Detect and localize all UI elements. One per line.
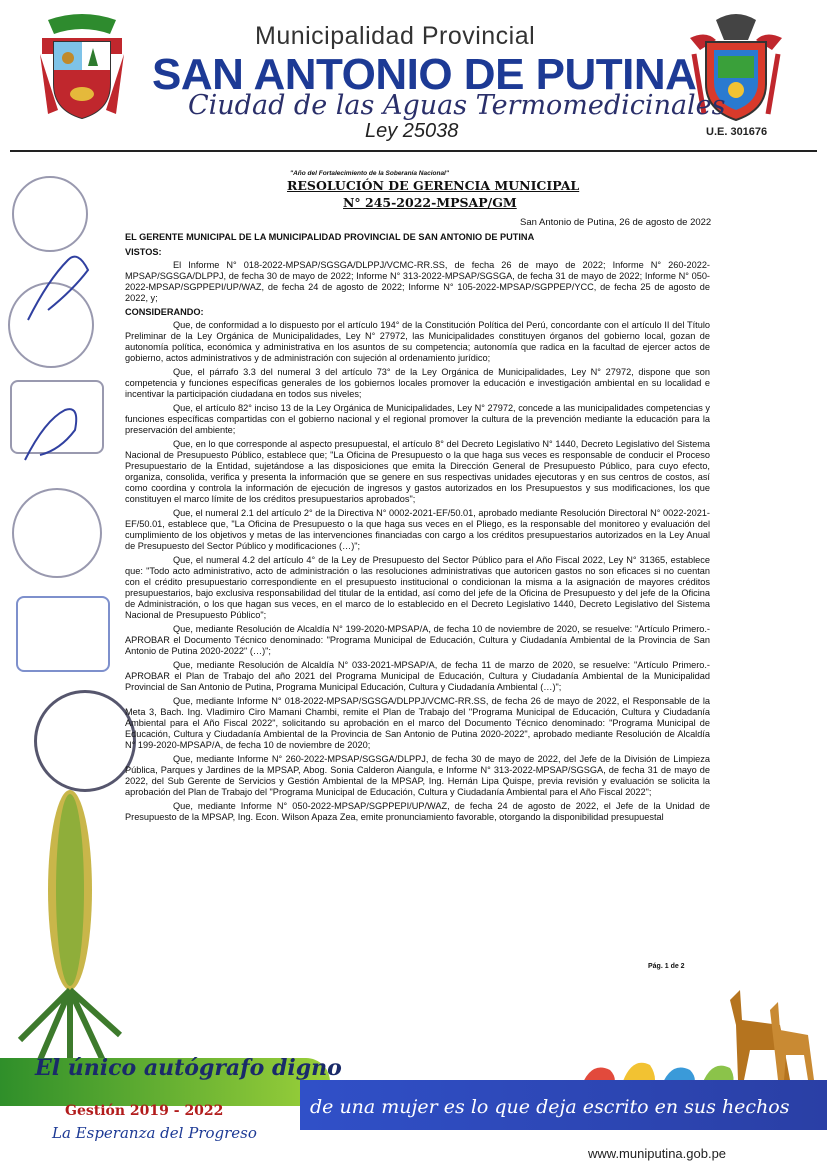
footer-website-link[interactable]: www.muniputina.gob.pe — [588, 1146, 727, 1161]
city-motto: Ciudad de las Aguas Termomedicinales — [188, 90, 726, 121]
official-stamp — [12, 488, 102, 578]
signature-mark — [18, 240, 108, 330]
law-number: Ley 25038 — [365, 120, 459, 142]
official-seal — [34, 690, 136, 792]
peru-coat-of-arms-logo — [38, 14, 126, 126]
considerando-heading: CONSIDERANDO: — [125, 307, 204, 317]
vistos-paragraph: El Informe N° 018-2022-MPSAP/SGSGA/DLPPJ/VCMC-RR.SS, de fecha 26 de mayo de 2022; Informe N° 260-2022-MPSAP/SGSGA/DLPPJ, de fecha 30 de mayo de 2022; Informe N° 313-2022-MPSAP/SGSGA, de fecha 31 de mayo de 2022; Informe N° 050-2022-MPSAP/SGPPEPI/UP/WAZ, de fecha 24 de agosto de 2022; Informe N° 105-2022-MPSAP/SGPPEP/YCC, de fecha 25 de agosto de 2022, y; — [125, 260, 710, 303]
vistos-heading: VISTOS: — [125, 247, 162, 257]
municipality-heading: Municipalidad Provincial — [255, 22, 536, 50]
considerando-paragraph: Que, mediante Informe N° 050-2022-MPSAP/SGPPEPI/UP/WAZ, de fecha 24 de agosto de 2022, el Jefe de la Unidad de Presupuesto de la MPSAP, Ing. Econ. Wilson Apaza Zea, emite pronunciamiento favorable, otorgando la disponibilidad presupuestal — [125, 801, 710, 822]
header-divider — [10, 150, 817, 152]
footer-tagline: La Esperanza del Progreso — [52, 1124, 257, 1142]
considerando-paragraph: Que, en lo que corresponde al aspecto presupuestal, el artículo 8° del Decreto Legislativo N° 1440, Decreto Legislativo del Sistema Nacional de Presupuesto Público, establece que; "La Oficina de Presupuesto o la que haga sus veces es responsable de conducir el Proceso Presupuestario de la Entidad, sujetándose a las disposiciones que emita la Dirección General de Presupuesto Público, para cuyo efecto, organiza, consolida, verifica y presenta la información que se genere en sus respectivas unidades ejecutoras y en sus centros de costos, así como coordina y controla la información de ejecución de ingresos y gastos autorizados en los Presupuestos y sus modificaciones, los que constituyen el marco límite de los créditos presupuestarios aprobados"; — [125, 439, 710, 504]
city-title: SAN ANTONIO DE PUTINA — [152, 50, 697, 99]
considerando-paragraph: Que, de conformidad a lo dispuesto por el artículo 194° de la Constitución Política del Perú, concordante con el artículo II del Título Preliminar de la Ley Orgánica de Municipalidades, Ley N° 27972, las Municipalidades constituyen órganos del gobierno local, gozan de autonomía política, económica y administrativa en los asuntos de su competencia; autonomía que radica en la facultad de ejercer actos de gobierno, actos administrativos y de administración con sujeción al ordenamiento jurídico; — [125, 320, 710, 363]
document-body — [125, 230, 710, 826]
footer-gestion: Gestión 2019 - 2022 — [65, 1103, 224, 1119]
puya-plant-illustration — [10, 780, 140, 1070]
signature-mark — [20, 400, 100, 470]
year-motto: "Año del Fortalecimiento de la Soberanía Nacional" — [290, 170, 449, 177]
executing-unit: U.E. 301676 — [706, 126, 768, 138]
considerando-paragraph: Que, mediante Resolución de Alcaldía N° 033-2021-MPSAP/A, de fecha 11 de marzo de 2020, se resuelve: "Artículo Primero.- APROBAR el Plan de Trabajo del año 2021 del Programa Municipal de Educación, Cultura y Ciudadanía Ambiental de la Municipalidad Provincial de San Antonio de Putina, Programa Municipal Educación, Cultura y Ciudadanía Ambiental (…)"; — [125, 660, 710, 692]
considerando-paragraph: Que, mediante Informe N° 018-2022-MPSAP/SGSGA/DLPPJ/VCMC-RR.SS, de fecha 26 de mayo de 2022, el Responsable de la Meta 3, Bach. Ing. Vladimiro Ciro Mamani Chambi, remite el Plan de Trabajo del "Programa Municipal de Educación, Cultura y Ciudadanía Ambiental para el Año Fiscal 2022", solicitando su aprobación en el marco del Documento Técnico denominado: "Programa Municipal de Educación, Cultura y Ciudadanía Ambiental de la Provincia de San Antonio de Putina 2020-2022", aprobado mediante Resolución de Alcaldía N° 199-2020-MPSAP/A, de fecha 10 de noviembre de 2020; — [125, 696, 710, 750]
considerando-paragraph: Que, el párrafo 3.3 del numeral 3 del artículo 73° de la Ley Orgánica de Municipalidades, Ley N° 27972, dispone que son competencia y funciones específicas generales de los gobiernos locales promover la educación e investigación ambiental en su localidad e incentivar la participación ciudadana en todos sus niveles; — [125, 367, 710, 399]
considerando-paragraph: Que, el artículo 82° inciso 13 de la Ley Orgánica de Municipalidades, Ley N° 27972, concede a las municipalidades competencias y funciones específicas compartidas con el gobierno nacional y el regional promover la cultura de la prevención mediante la educación para la preservación del ambiente; — [125, 403, 710, 435]
considerando-paragraph: Que, el numeral 2.1 del artículo 2° de la Directiva N° 0002-2021-EF/50.01, aprobado mediante Resolución Directoral N° 0022-2021-EF/50.01, establece que, "La Oficina de Presupuesto o la que haga sus veces en el Pliego, es la responsable del monitoreo y evaluación del cumplimiento de los objetivos y metas de las intervenciones financiadas con cargo a los créditos presupuestarios autorizados en la Ley Anual de Presupuesto del Sector Público y modificaciones (…)"; — [125, 508, 710, 551]
document-date: San Antonio de Putina, 26 de agosto de 2022 — [520, 217, 712, 228]
considerando-paragraph: Que, mediante Informe N° 260-2022-MPSAP/SGSGA/DLPPJ, de fecha 30 de mayo de 2022, del Jefe de la División de Limpieza Pública, Parques y Jardines de la MPSAP, Abog. Sonia Calderon Aiangula, e Informe N° 313-2022-MPSAP/SGSGA, de fecha 31 de mayo de 2022, del Sub Gerente de Servicios y Gestión Ambiental de la MPSAP, Ing. Hernán Lipa Quispe, previa revisión y evaluación se solicita la aprobación del Plan de Trabajo del "Programa Municipal de Educación, Cultura y Ciudadanía Ambiental para el Año Fiscal 2022"; — [125, 754, 710, 797]
footer-slogan-2: de una mujer es lo que deja escrito en sus hechos — [310, 1096, 790, 1118]
resolution-number: N° 245-2022-MPSAP/GM — [343, 195, 517, 210]
page-number: Pág. 1 de 2 — [648, 963, 685, 970]
issuer-line: EL GERENTE MUNICIPAL DE LA MUNICIPALIDAD PROVINCIAL DE SAN ANTONIO DE PUTINA — [125, 232, 535, 242]
considerando-paragraph: Que, el numeral 4.2 del artículo 4° de la Ley de Presupuesto del Sector Público para el Año Fiscal 2022, Ley N° 31365, establece que: "Todo acto administrativo, acto de administración o las resoluciones administrativas que autoricen gastos no son eficaces si no cuentan con el crédito presupuestario correspondiente en el presupuesto institucional o condicionan la misma a la asignación de mayores créditos presupuestarios, bajo exclusiva responsabilidad del titular de la entidad, así como del jefe de la Oficina de Presupuesto y del jefe de la Oficina de Administración, o los que hagan sus veces, en el marco de lo establecido en el Decreto Legislativo 1440, Decreto Legislativo del Sistema Nacional de Presupuesto Público"; — [125, 555, 710, 620]
footer-slogan-1: El único autógrafo digno — [35, 1055, 342, 1081]
resolution-title: RESOLUCIÓN DE GERENCIA MUNICIPAL — [287, 178, 580, 193]
official-stamp — [16, 596, 110, 672]
considerando-paragraph: Que, mediante Resolución de Alcaldía N° 199-2020-MPSAP/A, de fecha 10 de noviembre de 2020, se resuelve: "Artículo Primero.- APROBAR el Documento Técnico denominado: "Programa Municipal de Educación, Cultura y Ciudadanía Ambiental de la Provincia de San Antonio de Putina 2020-2022" (…)"; — [125, 624, 710, 656]
